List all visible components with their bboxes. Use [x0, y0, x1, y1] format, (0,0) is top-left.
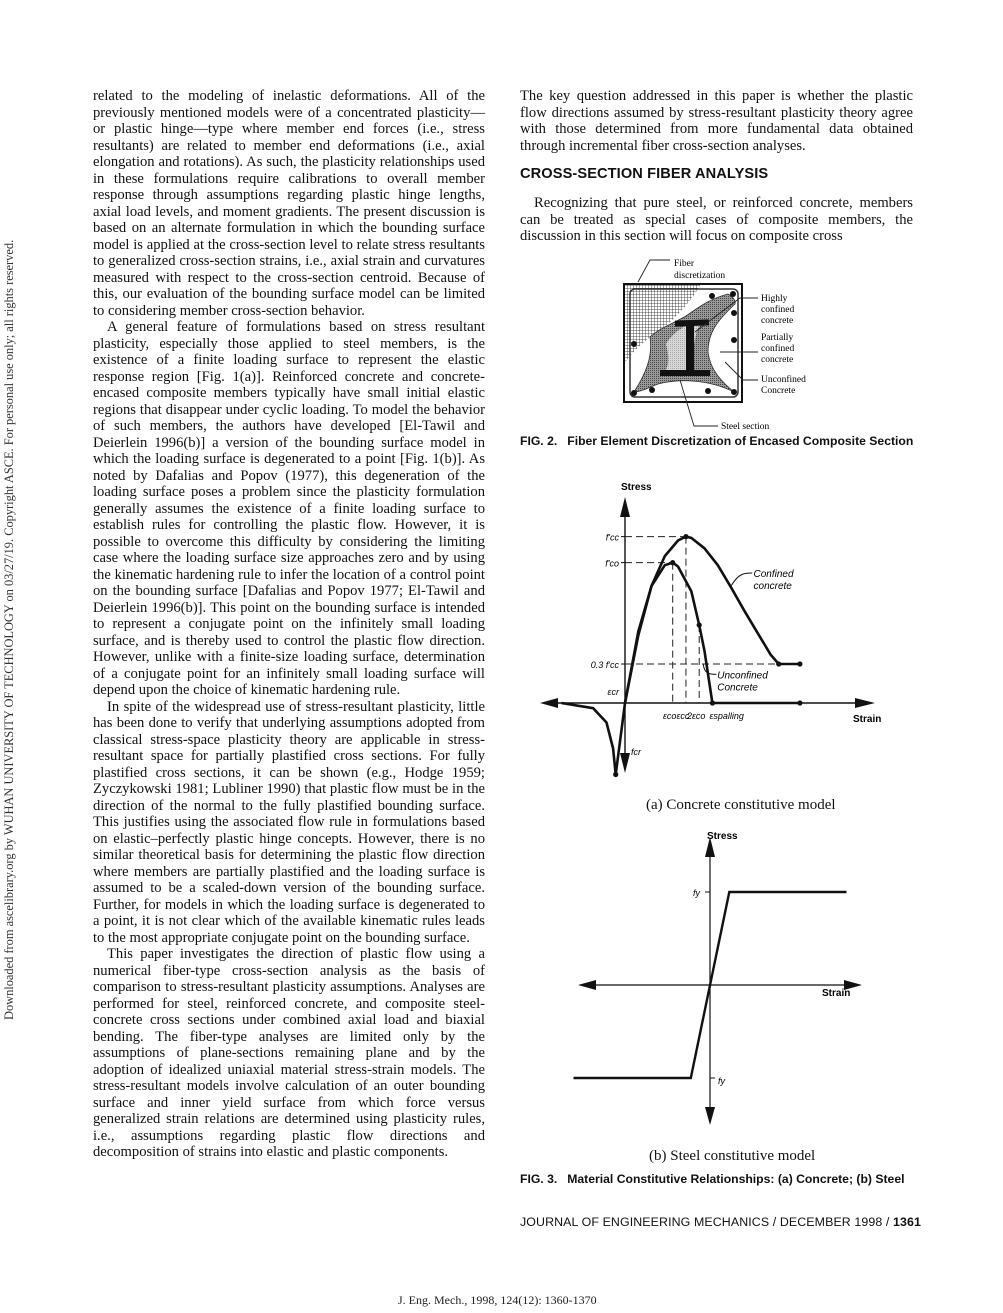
label-partially-2: confined — [761, 344, 795, 354]
label-partially: Partially — [761, 333, 794, 343]
subcaption-a: (a) Concrete constitutive model — [646, 797, 836, 813]
curve-point — [797, 661, 802, 666]
y-axis-label: Stress — [621, 482, 652, 493]
y-tick-label: 0.3 f'cc — [590, 660, 619, 670]
left-column — [93, 88, 485, 1161]
paragraph: The key question addressed in this paper is whether the plastic flow directions assumed by stress-resultant plasticity theory agree with those determined from more fundamental data obtained through incremental fiber cross-section analyses. — [520, 88, 913, 154]
curve-point — [670, 560, 675, 565]
y-tick-label-neg-fy: fy — [718, 1076, 726, 1086]
label-highly-2: confined — [761, 305, 795, 315]
label-fiber: Fiber — [674, 259, 695, 269]
x-tick-label: εco — [662, 711, 677, 721]
x-axis-arrow-right — [855, 698, 875, 708]
leader-unconfined — [703, 664, 716, 674]
y-tick-label: f'cc — [605, 532, 619, 543]
journal-issue: JOURNAL OF ENGINEERING MECHANICS / DECEMBER 1998 / — [520, 1215, 893, 1229]
curve-point — [776, 661, 781, 666]
x-axis-arrow-left — [578, 980, 596, 990]
curve-point — [613, 772, 618, 777]
series-confined-concrete — [625, 537, 800, 703]
paragraph: In spite of the widespread use of stress-resultant plasticity, little has been done to verify that underlying assumptions adopted from classical stress-space plasticity theory are applicable in stress-resultant space for partially plastified cross sections. For fully plastified cross sections, it can be shown (e.g., Hodge 1959; Zyczykowski 1981; Lubliner 1990) that plastic flow must be in the direction of the normal to the fully plastified bounding surface. This justifies using the associated flow rule in formulations based on elastic–perfectly plastic hinge concepts. However, there is no similar theoretical basis for determining the plastic flow direction where members are partially plastified and the loading surface is assumed to be a scaled-down version of the bounding surface. Further, for models in which the loading surface is degenerated to a point, it is not clear which of the available kinematic rules leads to the most appropriate conjugate point on the bounding surface. — [93, 698, 485, 946]
figure3-caption-text: Material Constitutive Relationships: (a) Concrete; (b) Steel — [567, 1172, 905, 1186]
figure2-caption — [520, 434, 915, 449]
figure2-cross-section — [600, 252, 830, 434]
right-column-intro — [520, 88, 913, 154]
steel-stress-strain-chart — [570, 825, 870, 1125]
label-unconfined: Unconfined — [761, 375, 806, 385]
curve-point — [797, 700, 802, 705]
running-footer — [520, 1215, 921, 1229]
leader-confined — [731, 573, 752, 586]
paragraph: This paper investigates the direction of plastic flow using a numerical fiber-type cross-section analysis as the basis of comparison to stress-resultant plasticity assumptions. Analyses are performed for steel, reinforced concrete, and composite steel-concrete cross sections under combined axial load and biaxial bending. The fiber-type analyses are limited only by the assumptions of plane-sections remaining plane and by the adoption of idealized uniaxial material stress-strain models. The stress-resultant models involve calculation of an outer bounding surface and inner yield surface from which force versus generalized strain relations are determined using plasticity rules, i.e., assumptions regarding plastic flow directions and decomposition of strains into elastic and plastic components. — [93, 946, 485, 1160]
y-axis-arrow-down — [620, 753, 630, 773]
y-axis-label: Stress — [707, 831, 738, 842]
annotation-unconfined-1: Unconfined — [717, 670, 768, 682]
y-tick-label: f'co — [605, 558, 619, 569]
label-steel-section: Steel section — [721, 422, 770, 432]
x-axis-arrow-left — [540, 698, 558, 708]
right-column-section — [520, 195, 913, 245]
y-axis-arrow-down — [705, 1107, 715, 1125]
annotation-unconfined-2: Concrete — [717, 682, 758, 694]
curve-point — [697, 622, 702, 627]
x-axis-label: Strain — [822, 988, 851, 999]
annotation-confined-1: Confined — [753, 569, 794, 580]
figure2-caption-text: Fiber Element Discretization of Encased Composite Section — [567, 434, 914, 448]
x-tick-label: 2εco — [686, 711, 706, 721]
y-tick-label: εcr — [607, 687, 619, 697]
x-tick-label: εspalling — [709, 711, 744, 721]
paragraph: A general feature of formulations based on stress resultant plasticity, especially those applied to steel members, is the existence of a finite loading surface to represent the elastic response region [Fig. 1(a)]. Reinforced concrete and concrete-encased composite members typically have small initial elastic regions that disappear under cyclic loading. To model the behavior of such members, the authors have developed [El-Tawil and Deierlein 1996(b)] a version of the bounding surface model in which the loading surface is degenerated to a point [Fig. 1(b)]. As noted by Dafalias and Popov (1977), this degeneration of the loading surface poses a problem since the plasticity formulation generally assumes the existence of a finite loading surface to establish rules for controlling the plastic flow. However, it is possible to overcome this difficulty by considering the limiting case where the loading surface size approaches zero and by using the kinematic hardening rule to infer the location of a control point on the bounding surface [Dafalias and Popov 1977; El-Tawil and Deierlein 1996(b)]. This point on the bounding surface is intended to represent a conjugate point on the infinitely small loading surface, and is thereby used to control the plastic flow direction. However, unlike with a finite-size loading surface, determination of a conjugate point for an infinitely small loading surface will depend upon the choice of kinematic hardening rule. — [93, 319, 485, 698]
concrete-stress-strain-chart — [530, 475, 910, 780]
label-partially-3: concrete — [761, 355, 794, 365]
figure3-label: FIG. 3. — [520, 1172, 558, 1186]
x-tick-label: εcc — [676, 711, 690, 721]
figure3-caption — [520, 1172, 915, 1187]
subcaption-b: (b) Steel constitutive model — [649, 1148, 816, 1164]
curve-point — [710, 700, 715, 705]
x-axis-label: Strain — [853, 714, 882, 725]
y-tick-label-fy: fy — [692, 888, 700, 898]
curve-point — [683, 534, 688, 539]
fcr-label: fcr — [631, 747, 641, 757]
citation: J. Eng. Mech., 1998, 124(12): 1360-1370 — [398, 1293, 597, 1307]
label-highly: Highly — [761, 294, 788, 304]
section-heading: CROSS-SECTION FIBER ANALYSIS — [520, 166, 769, 182]
figure2-label: FIG. 2. — [520, 434, 558, 448]
paragraph: related to the modeling of inelastic deformations. All of the previously mentioned models were of a concentrated plasticity—or plastic hinge—type where member end forces (i.e., stress resultants) are related to member end deformations (i.e., axial elongation and rotations). As such, the plasticity relationships used in these formulations require calibrations to overall member response through assumptions regarding plastic hinge lengths, axial load levels, and moment gradients. The present discussion is based on an alternate formulation in which the bounding surface model is applied at the cross-section level to relate stress resultants to generalized cross-section strains, i.e., axial strain and curvatures measured with respect to the cross-section centroid. Because of this, our evaluation of the bounding surface model can be limited to considering member cross-section behavior. — [93, 88, 485, 319]
download-notice: Downloaded from ascelibrary.org by WUHAN UNIVERSITY OF TECHNOLOGY on 03/27/19. Copyright ASCE. For personal use only; all rights reserved. — [2, 239, 16, 1020]
label-highly-3: concrete — [761, 316, 794, 326]
label-discretization: discretization — [674, 271, 726, 281]
y-axis-arrow-up — [620, 497, 630, 517]
page-number: 1361 — [893, 1215, 921, 1229]
annotation-confined-2: concrete — [753, 581, 792, 592]
label-unconfined-2: Concrete — [761, 386, 796, 396]
paragraph: Recognizing that pure steel, or reinforced concrete, members can be treated as special cases of composite members, the discussion in this section will focus on composite cross — [520, 195, 913, 244]
series-tension-branch — [561, 703, 625, 775]
